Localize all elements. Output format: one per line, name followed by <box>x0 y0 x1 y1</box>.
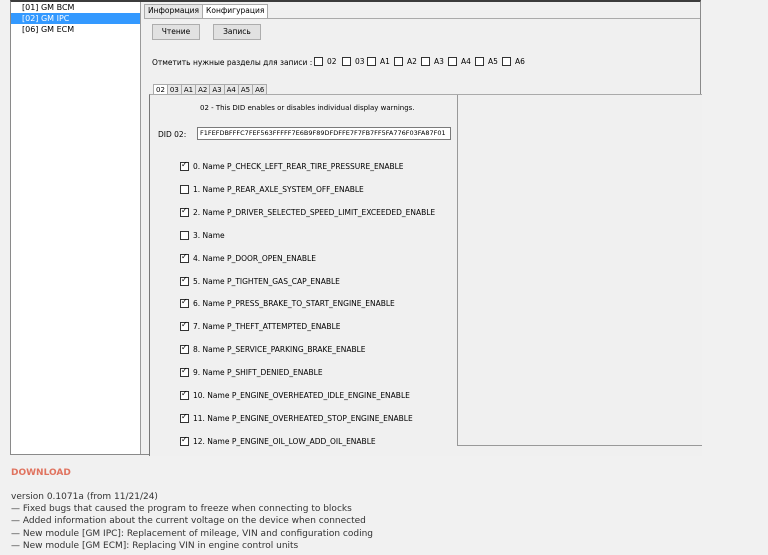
section-label: 02 <box>327 57 337 66</box>
section-checkbox[interactable] <box>475 57 498 66</box>
divider-vertical <box>457 95 458 446</box>
checkbox-icon[interactable] <box>180 277 189 286</box>
section-label: A5 <box>488 57 498 66</box>
checkbox-icon[interactable] <box>180 185 189 194</box>
release-notes <box>11 491 373 552</box>
checkbox-icon[interactable] <box>367 57 376 66</box>
flag-item[interactable] <box>180 208 435 217</box>
checkbox-icon[interactable] <box>394 57 403 66</box>
flag-item[interactable] <box>180 345 366 354</box>
did-tab[interactable]: A4 <box>224 84 239 96</box>
sections-prompt: Отметить нужные разделы для записи : <box>152 58 313 67</box>
flag-item[interactable] <box>180 299 395 308</box>
checkbox-icon[interactable] <box>180 231 189 240</box>
flag-item[interactable] <box>180 231 225 240</box>
checkbox-icon[interactable] <box>180 391 189 400</box>
flag-label: 5. Name P_TIGHTEN_GAS_CAP_ENABLE <box>193 276 340 286</box>
release-note-line: — New module [GM IPC]: Replacement of mileage, VIN and configuration coding <box>11 528 373 539</box>
section-checkbox[interactable] <box>421 57 444 66</box>
release-note-line: version 0.1071a (from 11/21/24) <box>11 492 158 502</box>
section-label: 03 <box>355 57 365 66</box>
section-label: A1 <box>380 57 390 66</box>
section-label: A4 <box>461 57 471 66</box>
release-note-line: — Added information about the current voltage on the device when connected <box>11 516 366 527</box>
checkbox-icon[interactable] <box>180 299 189 308</box>
checkbox-icon[interactable] <box>421 57 430 66</box>
read-button[interactable]: Чтение <box>152 24 200 40</box>
flag-item[interactable] <box>180 162 404 171</box>
section-label: A2 <box>407 57 417 66</box>
flag-label: 10. Name P_ENGINE_OVERHEATED_IDLE_ENGINE_ENABLE <box>193 391 410 400</box>
divider-horizontal <box>457 445 702 446</box>
checkbox-icon[interactable] <box>180 254 189 263</box>
section-label: A6 <box>515 57 525 66</box>
did-tab[interactable]: A1 <box>181 84 196 96</box>
main-tab[interactable]: Конфигурация <box>202 4 268 19</box>
write-button[interactable]: Запись <box>213 24 261 40</box>
did-tab[interactable]: A6 <box>252 84 267 96</box>
flag-item[interactable] <box>180 277 340 286</box>
checkbox-icon[interactable] <box>475 57 484 66</box>
did-tab[interactable]: A2 <box>195 84 210 96</box>
did-tab[interactable]: 02 <box>153 84 168 97</box>
did-tab[interactable]: 03 <box>167 84 182 96</box>
download-link[interactable]: DOWNLOAD <box>11 468 71 478</box>
module-item[interactable]: [06] GM ECM <box>22 25 75 34</box>
checkbox-icon[interactable] <box>502 57 511 66</box>
did-tab[interactable]: A5 <box>238 84 253 96</box>
section-checkbox[interactable] <box>314 57 337 66</box>
checkbox-icon[interactable] <box>180 345 189 354</box>
did-value-field[interactable]: F1FEFDBFFFC7FEF563FFFFF7E6B9F89DFDFFE7F7FB7FF5FA776F03FA87F01 <box>197 127 451 140</box>
flag-label: 11. Name P_ENGINE_OVERHEATED_STOP_ENGINE_ENABLE <box>193 413 413 423</box>
flag-label: 8. Name P_SERVICE_PARKING_BRAKE_ENABLE <box>193 345 366 355</box>
section-checkbox[interactable] <box>342 57 365 66</box>
checkbox-icon[interactable] <box>180 368 189 377</box>
did-panel <box>149 94 702 456</box>
flag-label: 3. Name <box>193 230 225 240</box>
flag-item[interactable] <box>180 322 341 331</box>
section-label: A3 <box>434 57 444 66</box>
flag-label: 6. Name P_PRESS_BRAKE_TO_START_ENGINE_ENABLE <box>193 299 395 309</box>
checkbox-icon[interactable] <box>180 208 189 217</box>
flag-item[interactable] <box>180 368 323 377</box>
flag-label: 1. Name P_REAR_AXLE_SYSTEM_OFF_ENABLE <box>193 184 364 194</box>
checkbox-icon[interactable] <box>180 322 189 331</box>
checkbox-icon[interactable] <box>342 57 351 66</box>
checkbox-icon[interactable] <box>180 414 189 423</box>
flag-label: 2. Name P_DRIVER_SELECTED_SPEED_LIMIT_EXCEEDED_ENABLE <box>193 207 436 217</box>
section-checkbox[interactable] <box>394 57 417 66</box>
section-checkbox[interactable] <box>367 57 390 66</box>
main-tabs <box>144 4 267 18</box>
module-item[interactable]: [02] GM IPC <box>11 13 140 24</box>
flag-item[interactable] <box>180 437 376 446</box>
did-description: 02 - This DID enables or disables individual display warnings. <box>200 104 415 112</box>
flag-item[interactable] <box>180 185 364 194</box>
flag-item[interactable] <box>180 414 413 423</box>
flag-label: 0. Name P_CHECK_LEFT_REAR_TIRE_PRESSURE_ENABLE <box>193 162 404 171</box>
flag-label: 7. Name P_THEFT_ATTEMPTED_ENABLE <box>193 322 341 332</box>
section-checkbox[interactable] <box>502 57 525 66</box>
module-item[interactable]: [01] GM BCM <box>22 3 75 12</box>
flag-item[interactable] <box>180 254 316 263</box>
section-checkbox[interactable] <box>448 57 471 66</box>
release-note-line: — Fixed bugs that caused the program to freeze when connecting to blocks <box>11 504 352 515</box>
flag-label: 12. Name P_ENGINE_OIL_LOW_ADD_OIL_ENABLE <box>193 436 376 446</box>
release-note-line: — New module [GM ECM]: Replacing VIN in engine control units <box>11 540 299 551</box>
checkbox-icon[interactable] <box>314 57 323 66</box>
checkbox-icon[interactable] <box>448 57 457 66</box>
main-tab[interactable]: Информация <box>144 4 203 18</box>
flag-label: 9. Name P_SHIFT_DENIED_ENABLE <box>193 368 323 378</box>
flag-label: 4. Name P_DOOR_OPEN_ENABLE <box>193 253 316 263</box>
checkbox-icon[interactable] <box>180 162 189 171</box>
did-tab[interactable]: A3 <box>209 84 224 96</box>
did-label: DID 02: <box>158 130 187 139</box>
checkbox-icon[interactable] <box>180 437 189 446</box>
module-list[interactable] <box>11 2 141 454</box>
flag-item[interactable] <box>180 391 410 400</box>
